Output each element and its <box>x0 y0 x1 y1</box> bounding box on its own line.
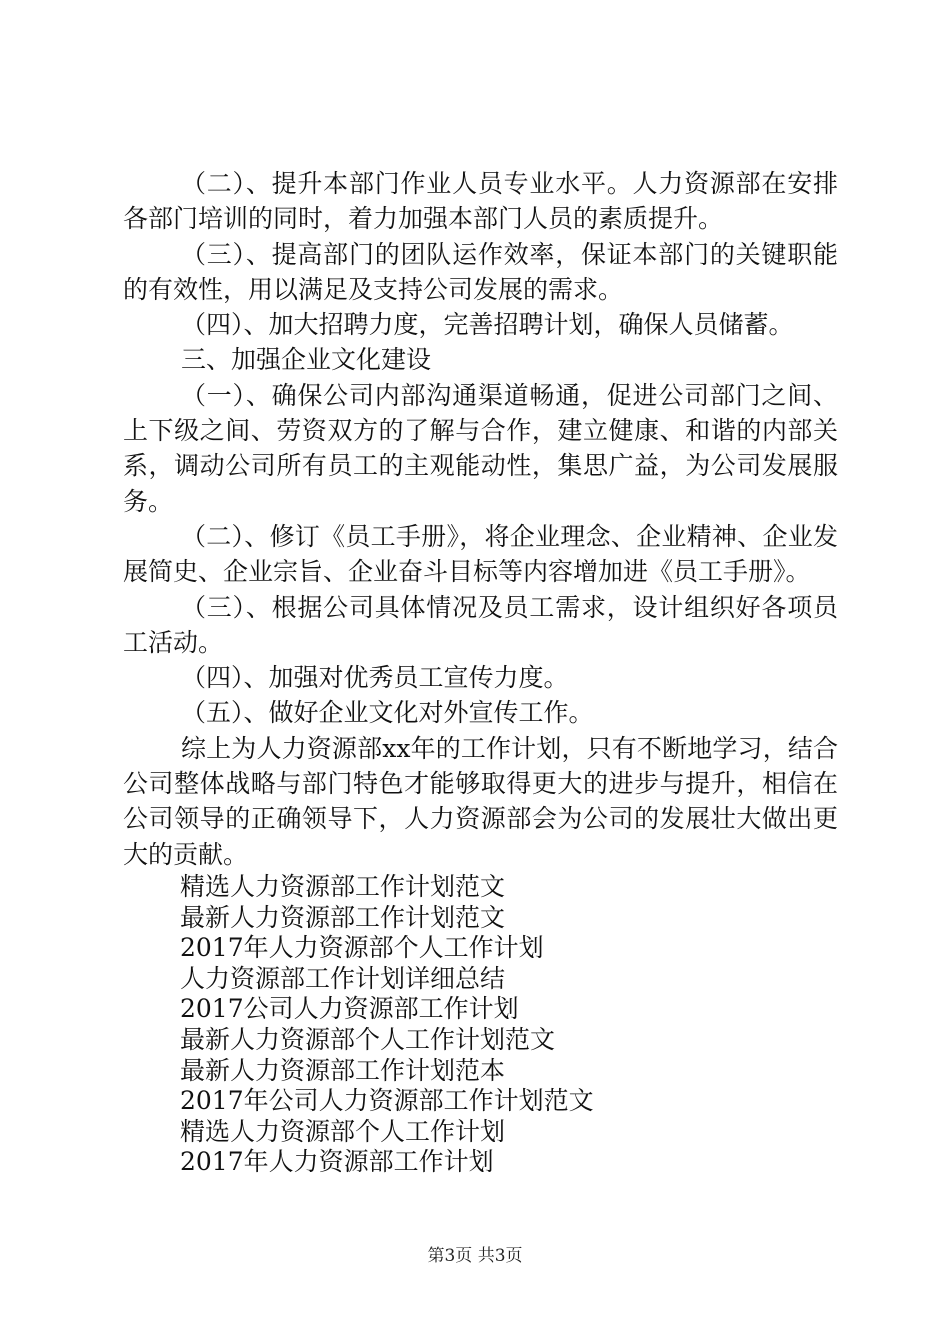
document-body <box>123 166 838 1178</box>
related-link[interactable]: 精选人力资源部个人工作计划 <box>180 1116 506 1146</box>
related-link[interactable]: 最新人力资源部个人工作计划范文 <box>180 1024 556 1054</box>
related-link[interactable]: 最新人力资源部工作计划范本 <box>180 1055 506 1085</box>
related-link[interactable]: 最新人力资源部工作计划范文 <box>180 902 506 932</box>
paragraph-3: （四）、加大招聘力度，完善招聘计划，确保人员储蓄。 <box>181 310 794 340</box>
related-link[interactable]: 精选人力资源部工作计划范文 <box>180 871 506 901</box>
related-links-list <box>123 872 838 1178</box>
paragraph-1: （二）、提升本部门作业人员专业水平。人力资源部在安排各部门培训的同时，着力加强本部门人员的素质提升。 <box>123 169 838 234</box>
paragraph-6: （三）、根据公司具体情况及员工需求，设计组织好各项员工活动。 <box>123 592 838 657</box>
related-link[interactable]: 2017年公司人力资源部工作计划范文 <box>180 1086 594 1116</box>
related-link[interactable]: 2017年人力资源部工作计划 <box>180 1147 494 1177</box>
summary-paragraph: 综上为人力资源部xx年的工作计划，只有不断地学习，结合公司整体战略与部门特色才能够取得更大的进步与提升，相信在公司领导的正确领导下，人力资源部会为公司的发展壮大做出更大的贡献。 <box>123 733 838 869</box>
paragraph-2: （三）、提高部门的团队运作效率，保证本部门的关键职能的有效性，用以满足及支持公司发展的需求。 <box>123 239 838 304</box>
related-link[interactable]: 2017公司人力资源部工作计划 <box>180 994 519 1024</box>
section-heading: 三、加强企业文化建设 <box>181 345 432 375</box>
page-number-footer: 第3页 共3页 <box>427 1246 523 1266</box>
paragraph-5: （二）、修订《员工手册》，将企业理念、企业精神、企业发展简史、企业宗旨、企业奋斗目标等内容增加进《员工手册》。 <box>123 521 838 587</box>
related-link[interactable]: 2017年人力资源部个人工作计划 <box>180 933 544 963</box>
paragraph-8: （五）、做好企业文化对外宣传工作。 <box>181 698 594 728</box>
related-link[interactable]: 人力资源部工作计划详细总结 <box>180 963 506 993</box>
paragraph-4: （一）、确保公司内部沟通渠道畅通，促进公司部门之间、上下级之间、劳资双方的了解与合作，建立健康、和谐的内部关系，调动公司所有员工的主观能动性，集思广益，为公司发展服务。 <box>123 380 838 516</box>
paragraph-7: （四）、加强对优秀员工宣传力度。 <box>181 663 569 693</box>
